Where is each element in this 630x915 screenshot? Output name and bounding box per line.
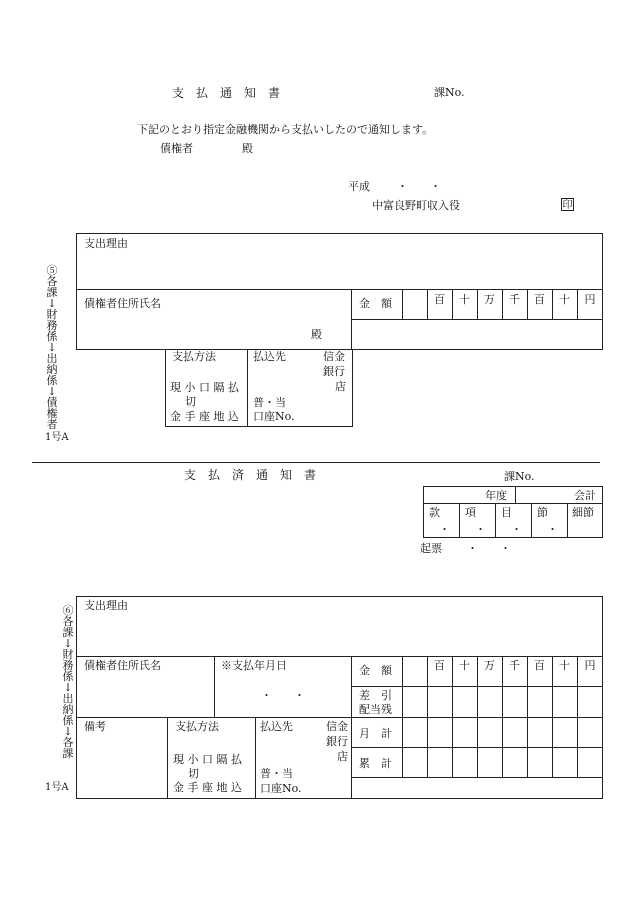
notice1-payment-methods-line3: 金 手 座 地 込	[170, 410, 239, 423]
notice2-side-routing: ⑥各課↓財務係↓出納係↓各課	[62, 604, 74, 760]
notice2-bank-type-shinkin: 信金	[326, 720, 348, 733]
budget-header-saisetsu: 細節	[572, 506, 594, 519]
notice1-account-type: 普・当	[253, 396, 286, 409]
notice2-payment-methods-line3: 金 手 座 地 込	[173, 781, 242, 794]
notice2-divider	[452, 656, 453, 778]
budget-code-table-divider	[515, 486, 516, 503]
notice2-digit-en: 円	[584, 659, 596, 672]
notice1-creditor-honorific: 殿	[242, 142, 253, 155]
notice1-transfer-label: 払込先	[253, 350, 286, 363]
budget-dot: ・	[475, 523, 486, 536]
notice1-divider	[351, 319, 603, 320]
notice1-amount-label: 金 額	[359, 297, 392, 310]
notice2-divider	[167, 717, 168, 799]
notice2-reason-label: 支出理由	[84, 599, 128, 612]
notice1-issuer: 中富良野町収入役	[372, 199, 460, 212]
notice2-divider	[76, 717, 603, 718]
notice1-payment-methods-line2: 切	[185, 395, 196, 408]
notice1-digit-hyaku: 百	[534, 293, 545, 306]
notice2-divider	[402, 656, 403, 778]
notice1-side-routing: ⑤各課↓財務係↓出納係↓債権者	[46, 264, 58, 431]
notice1-digit-hyaku-man: 百	[434, 293, 445, 306]
notice2-amount-label: 金 額	[359, 664, 392, 677]
notice1-date-dots: ・ ・	[397, 180, 441, 193]
section-separator	[32, 462, 600, 463]
budget-code-table-divider	[495, 503, 496, 538]
notice2-divider	[527, 656, 528, 778]
notice2-divider	[552, 656, 553, 778]
notice2-main-box	[76, 596, 603, 799]
notice1-account-no: 口座No.	[253, 410, 295, 423]
notice1-payment-methods-line1: 現 小 口 隔 払	[170, 381, 239, 394]
budget-code-table-divider	[567, 503, 568, 538]
notice1-digit-man: 万	[484, 293, 495, 306]
seal-stamp-icon: 印	[562, 200, 573, 211]
notice1-divider	[402, 289, 403, 319]
notice2-bank-type-ginko: 銀行	[326, 735, 348, 748]
notice2-divider	[427, 656, 428, 778]
budget-code-table-divider	[459, 503, 460, 538]
notice2-divider	[502, 656, 503, 778]
budget-code-table-divider	[531, 503, 532, 538]
cumulative-total-label: 累 計	[359, 757, 392, 770]
notice2-form-no: 1号A	[45, 782, 69, 793]
notice2-divider	[214, 656, 215, 717]
notice2-title: 支 払 済 通 知 書	[184, 468, 317, 482]
voucher-dots: ・ ・	[467, 542, 511, 555]
notice1-name-address-label: 債権者住所氏名	[84, 297, 161, 310]
notice2-transfer-label: 払込先	[260, 720, 293, 733]
notice1-title: 支 払 通 知 書	[172, 86, 281, 100]
notice1-bank-type-shinkin: 信金	[323, 350, 345, 363]
budget-dot: ・	[439, 523, 450, 536]
notice2-digit-hyaku: 百	[534, 659, 545, 672]
remarks-label: 備考	[84, 720, 106, 733]
notice1-main-box	[76, 233, 603, 350]
notice2-divider	[255, 717, 256, 799]
notice1-form-no: 1号A	[45, 432, 69, 443]
voucher-label: 起票	[420, 542, 442, 555]
deduction-label-1: 差 引	[359, 689, 392, 702]
notice2-account-no: 口座No.	[260, 782, 302, 795]
notice2-section-no: 課No.	[504, 470, 535, 483]
budget-header-kou: 項	[465, 506, 476, 519]
notice1-name-honorific: 殿	[311, 328, 322, 341]
notice1-divider	[247, 349, 248, 427]
notice2-account-type: 普・当	[260, 767, 293, 780]
notice1-digit-juu-man: 十	[459, 293, 470, 306]
budget-dot: ・	[547, 523, 558, 536]
notice1-reason-label: 支出理由	[84, 237, 128, 250]
fiscal-year-label: 年度	[485, 489, 507, 502]
notice1-branch: 店	[335, 380, 346, 393]
notice2-payment-method-label: 支払方法	[175, 720, 219, 733]
account-label: 会計	[574, 489, 596, 502]
notice2-divider	[76, 656, 603, 657]
notice2-digit-juu: 十	[559, 659, 570, 672]
notice2-payment-methods-line2: 切	[188, 767, 199, 780]
notice2-payment-date-dots: ・ ・	[261, 689, 305, 702]
notice1-payment-method-label: 支払方法	[172, 350, 216, 363]
notice2-divider	[477, 656, 478, 778]
notice2-digit-hyaku-man: 百	[434, 659, 445, 672]
budget-header-kan: 款	[429, 506, 440, 519]
notice1-digit-en: 円	[584, 293, 596, 306]
notice2-digit-juu-man: 十	[459, 659, 470, 672]
notice1-digit-juu: 十	[559, 293, 570, 306]
notice2-digit-man: 万	[484, 659, 495, 672]
budget-header-setsu: 節	[537, 506, 548, 519]
notice2-branch: 店	[337, 750, 348, 763]
deduction-label-2: 配当残	[359, 703, 392, 716]
notice1-creditor-label: 債権者	[160, 142, 193, 155]
notice2-digit-sen: 千	[509, 659, 520, 672]
notice1-divider	[76, 289, 603, 290]
notice1-digit-sen: 千	[509, 293, 520, 306]
notice1-date-era: 平成	[348, 180, 370, 193]
budget-dot: ・	[511, 523, 522, 536]
notice1-message: 下記のとおり指定金融機関から支払いしたので通知します。	[137, 123, 434, 136]
budget-header-moku: 目	[501, 506, 512, 519]
notice1-section-no: 課No.	[434, 86, 465, 99]
notice2-divider	[577, 656, 578, 778]
notice2-payment-date-label: ※支払年月日	[221, 659, 287, 672]
budget-code-table-divider	[423, 503, 603, 504]
monthly-total-label: 月 計	[359, 727, 392, 740]
notice2-payment-methods-line1: 現 小 口 隔 払	[173, 753, 242, 766]
notice2-name-address-label: 債権者住所氏名	[84, 659, 161, 672]
notice1-bank-type-ginko: 銀行	[323, 365, 345, 378]
